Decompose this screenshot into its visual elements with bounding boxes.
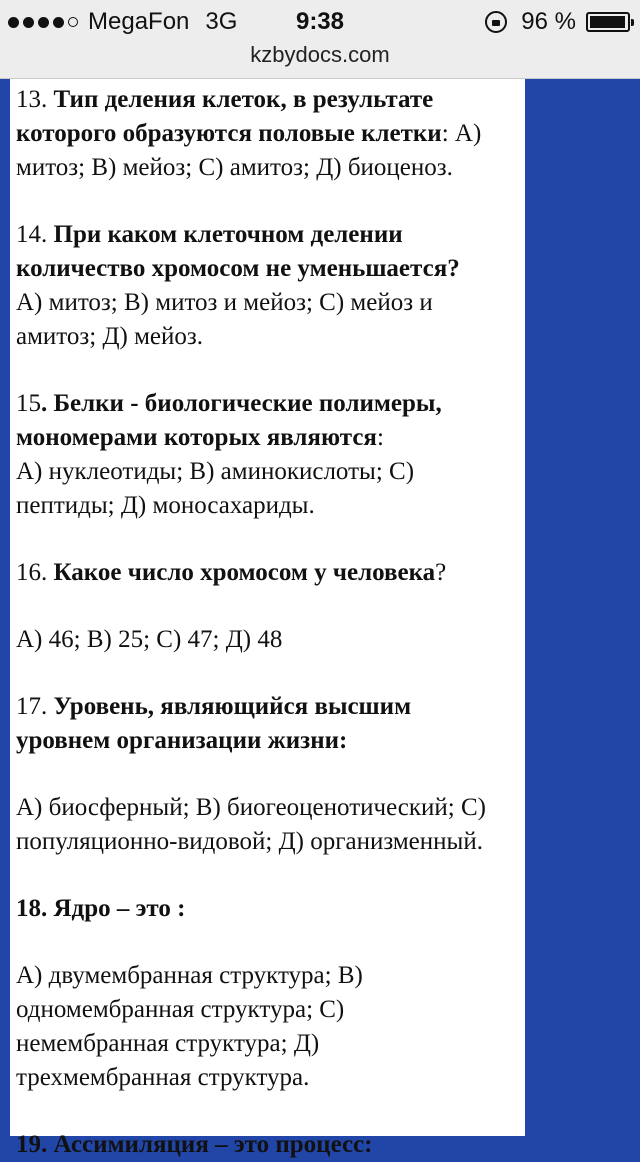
question-13: 13. Тип деления клеток, в результате которого образуются половые клетки: А) митоз; В) мейоз; С) амитоз; Д) биоценоз. <box>16 86 482 181</box>
document-content <box>10 79 525 1162</box>
battery-icon <box>586 12 630 32</box>
network-type: 3G <box>205 8 238 35</box>
status-right <box>485 8 630 36</box>
page-left-margin <box>0 79 10 1136</box>
status-bar <box>0 0 640 40</box>
clock: 9:38 <box>295 8 345 35</box>
battery-percent: 96 % <box>521 8 576 35</box>
rotation-lock-icon <box>485 11 507 33</box>
carrier-name: MegaFon <box>88 8 190 35</box>
question-15: 15. Белки - биологические полимеры, мономерами которых являются: А) нуклеотиды; В) аминокислоты; С) пептиды; Д) моносахариды. <box>16 390 442 519</box>
document-page[interactable] <box>10 79 525 1158</box>
question-17: 17. Уровень, являющийся высшим уровнем организации жизни: А) биосферный; В) биогеоценотический; С) популяционно-видовой; Д) организменный. <box>16 693 486 855</box>
question-19-partial: 19. Ассимиляция – это процесс: <box>16 1131 373 1158</box>
question-18: 18. Ядро – это : А) двумембранная структура; В) одномембранная структура; С) немембранная структура; Д) трехмембранная структура. <box>16 895 363 1091</box>
question-14: 14. При каком клеточном делении количество хромосом не уменьшается? А) митоз; В) митоз и мейоз; С) мейоз и амитоз; Д) мейоз. <box>16 221 460 350</box>
question-16: 16. Какое число хромосом у человека? А) 46; В) 25; С) 47; Д) 48 <box>16 559 447 653</box>
address-bar[interactable] <box>0 40 640 79</box>
url-domain[interactable]: kzbydocs.com <box>250 42 390 67</box>
